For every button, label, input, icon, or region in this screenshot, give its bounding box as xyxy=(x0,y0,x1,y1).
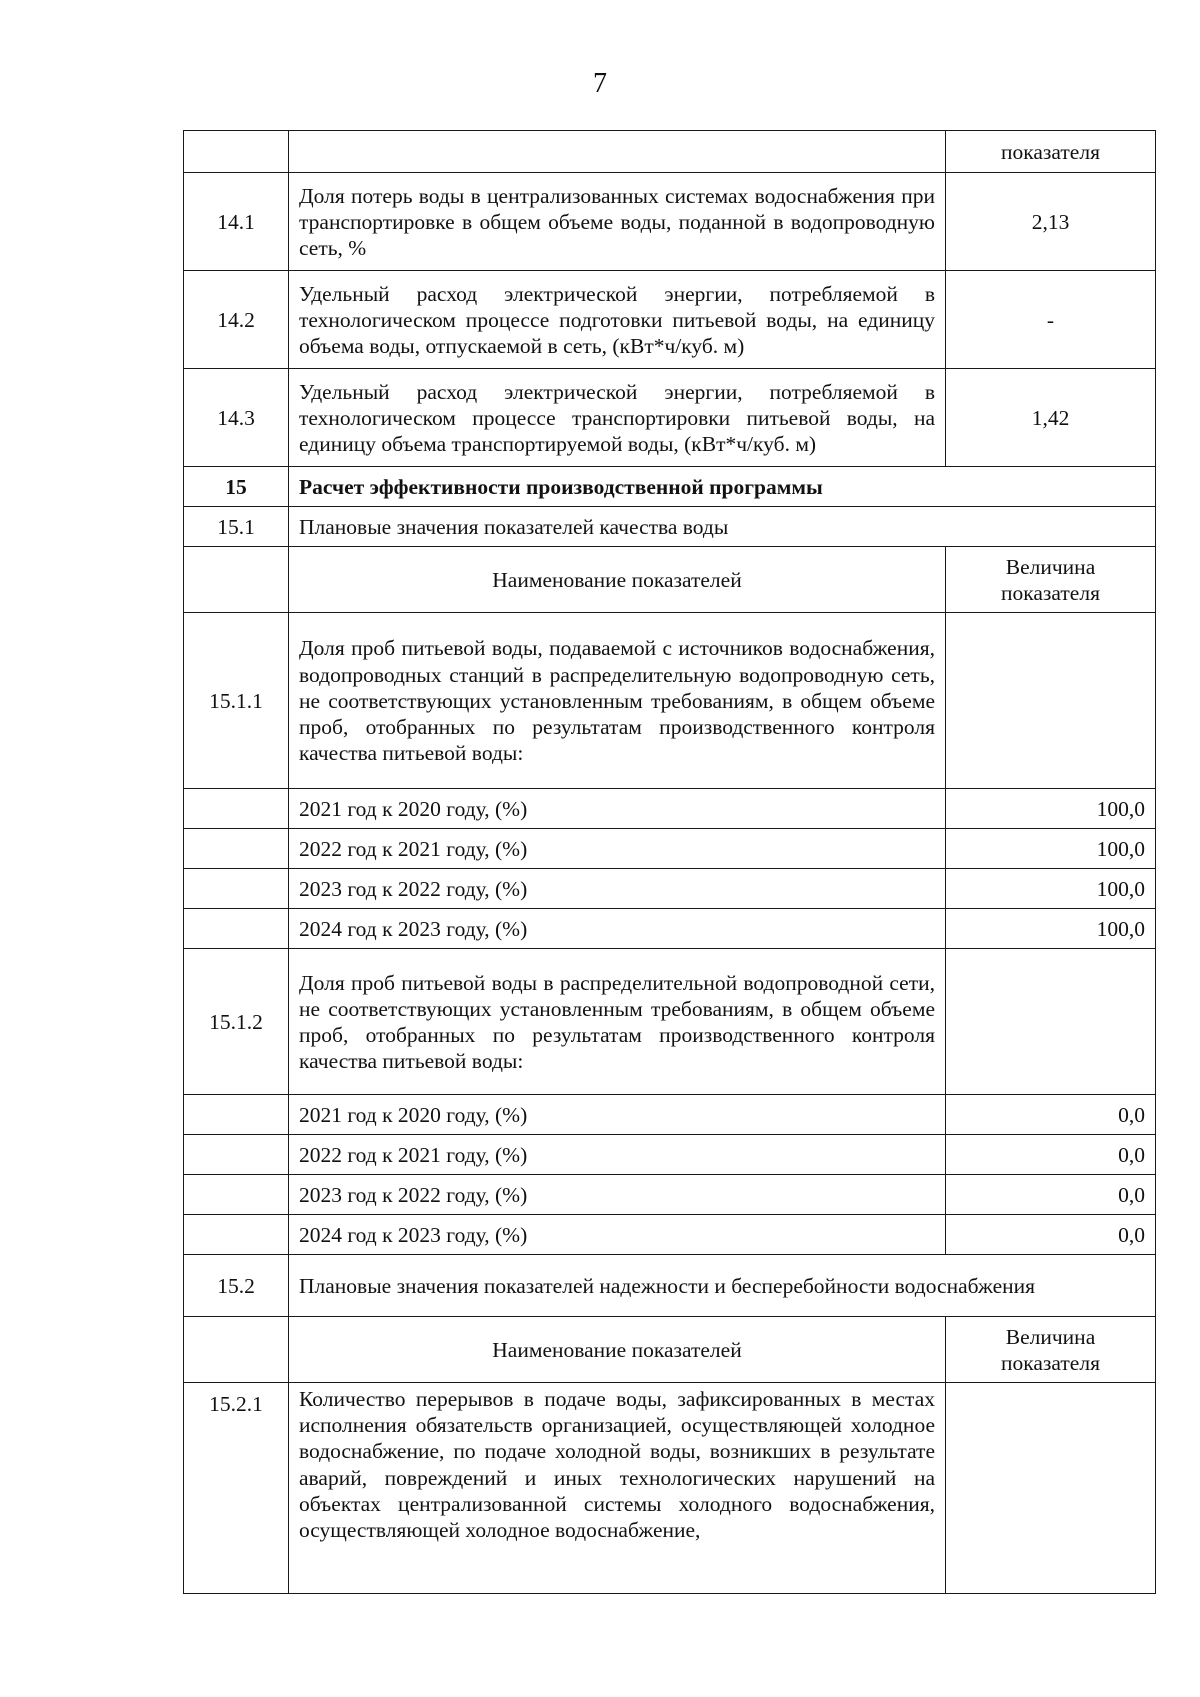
num-cell xyxy=(184,547,289,613)
year-value: 100,0 xyxy=(946,789,1156,829)
row-value xyxy=(946,1383,1156,1594)
year-row xyxy=(184,829,1156,869)
year-label: 2022 год к 2021 году, (%) xyxy=(289,829,946,869)
row-number: 15.1.2 xyxy=(184,949,289,1095)
text-cell xyxy=(289,131,946,173)
section-title: Плановые значения показателей качества воды xyxy=(289,507,1156,547)
section-row-15 xyxy=(184,467,1156,507)
row-value: - xyxy=(946,271,1156,369)
year-value: 100,0 xyxy=(946,869,1156,909)
year-value: 0,0 xyxy=(946,1135,1156,1175)
year-label: 2023 год к 2022 году, (%) xyxy=(289,869,946,909)
num-cell xyxy=(184,1135,289,1175)
year-row xyxy=(184,789,1156,829)
num-cell xyxy=(184,1317,289,1383)
year-label: 2024 год к 2023 году, (%) xyxy=(289,909,946,949)
row-number: 14.2 xyxy=(184,271,289,369)
row-value: 1,42 xyxy=(946,369,1156,467)
table-row-14-2 xyxy=(184,271,1156,369)
table-row-14-1 xyxy=(184,173,1156,271)
year-row xyxy=(184,869,1156,909)
year-row xyxy=(184,1135,1156,1175)
year-label: 2023 год к 2022 году, (%) xyxy=(289,1175,946,1215)
num-cell xyxy=(184,789,289,829)
section-title: Расчет эффективности производственной программы xyxy=(289,467,1156,507)
table-row-15-1-2 xyxy=(184,949,1156,1095)
year-value: 100,0 xyxy=(946,829,1156,869)
year-value: 100,0 xyxy=(946,909,1156,949)
column-header-name: Наименование показателей xyxy=(289,547,946,613)
table-row-15-2-1 xyxy=(184,1383,1156,1594)
table-row-14-3 xyxy=(184,369,1156,467)
section-title: Плановые значения показателей надежности и бесперебойности водоснабжения xyxy=(289,1255,1156,1317)
column-header-value: Величина показателя xyxy=(946,1317,1156,1383)
num-cell xyxy=(184,131,289,173)
column-header-row xyxy=(184,547,1156,613)
table-row-header-continuation xyxy=(184,131,1156,173)
indicators-table xyxy=(183,130,1156,1594)
year-label: 2024 год к 2023 году, (%) xyxy=(289,1215,946,1255)
row-text: Удельный расход электрической энергии, потребляемой в технологическом процессе подготовки питьевой воды, на единицу объема воды, отпускаемой в сеть, (кВт*ч/куб. м) xyxy=(289,271,946,369)
year-value: 0,0 xyxy=(946,1175,1156,1215)
year-row xyxy=(184,909,1156,949)
row-value xyxy=(946,613,1156,789)
row-number: 15.2.1 xyxy=(184,1383,289,1594)
year-value: 0,0 xyxy=(946,1215,1156,1255)
row-text: Доля проб питьевой воды в распределительной водопроводной сети, не соответствующих установленным требованиям, в общем объеме проб, отобранных по результатам производственного контроля качества питьевой воды: xyxy=(289,949,946,1095)
section-row-15-1 xyxy=(184,507,1156,547)
table-row-15-1-1 xyxy=(184,613,1156,789)
year-row xyxy=(184,1215,1156,1255)
column-header-value: Величина показателя xyxy=(946,547,1156,613)
num-cell xyxy=(184,909,289,949)
row-text: Количество перерывов в подаче воды, зафиксированных в местах исполнения обязательств организацией, осуществляющей холодное водоснабжение, по подаче холодной воды, возникших в результате аварий, повреждений и иных технологических нарушений на объектах централизованной системы холодного водоснабжения, осуществляющей холодное водоснабжение, xyxy=(289,1383,946,1594)
year-value: 0,0 xyxy=(946,1095,1156,1135)
year-row xyxy=(184,1095,1156,1135)
row-value: 2,13 xyxy=(946,173,1156,271)
row-number: 15.1.1 xyxy=(184,613,289,789)
year-label: 2022 год к 2021 году, (%) xyxy=(289,1135,946,1175)
column-header-row xyxy=(184,1317,1156,1383)
section-number: 15.2 xyxy=(184,1255,289,1317)
row-value xyxy=(946,949,1156,1095)
row-text: Доля потерь воды в централизованных системах водоснабжения при транспортировке в общем объеме воды, поданной в водопроводную сеть, % xyxy=(289,173,946,271)
row-text: Удельный расход электрической энергии, потребляемой в технологическом процессе транспортировки питьевой воды, на единицу объема транспортируемой воды, (кВт*ч/куб. м) xyxy=(289,369,946,467)
row-number: 14.1 xyxy=(184,173,289,271)
num-cell xyxy=(184,1095,289,1135)
row-number: 14.3 xyxy=(184,369,289,467)
year-row xyxy=(184,1175,1156,1215)
year-label: 2021 год к 2020 году, (%) xyxy=(289,789,946,829)
num-cell xyxy=(184,829,289,869)
section-row-15-2 xyxy=(184,1255,1156,1317)
value-header-cell: показателя xyxy=(946,131,1156,173)
year-label: 2021 год к 2020 году, (%) xyxy=(289,1095,946,1135)
num-cell xyxy=(184,1215,289,1255)
section-number: 15.1 xyxy=(184,507,289,547)
num-cell xyxy=(184,1175,289,1215)
num-cell xyxy=(184,869,289,909)
section-number: 15 xyxy=(184,467,289,507)
page-number: 7 xyxy=(593,68,607,99)
column-header-name: Наименование показателей xyxy=(289,1317,946,1383)
row-text: Доля проб питьевой воды, подаваемой с источников водоснабжения, водопроводных станций в распределительную водопроводную сеть, не соответствующих установленным требованиям, в общем объеме проб, отобранных по результатам производственного контроля качества питьевой воды: xyxy=(289,613,946,789)
